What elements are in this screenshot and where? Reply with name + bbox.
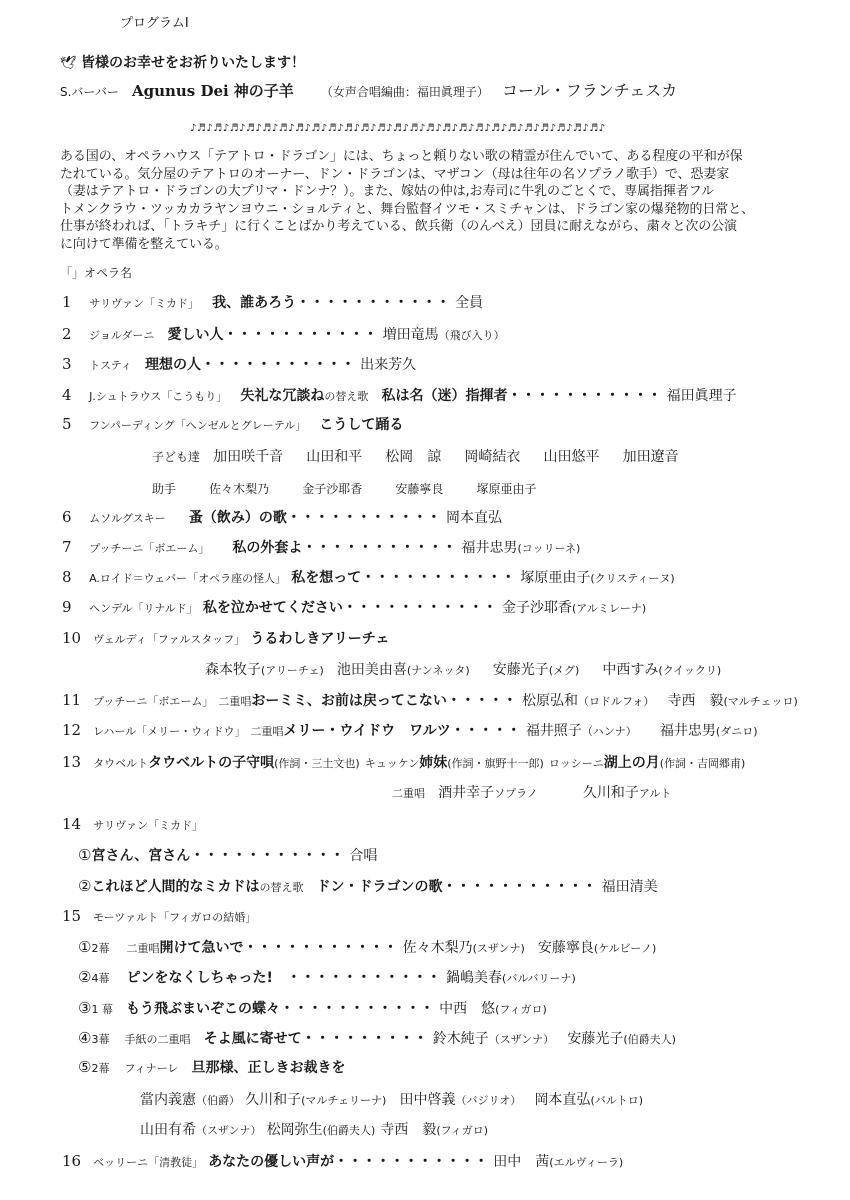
program-item-9: 9 ヘンデル「リナルド」 私を泣かせてください・・・・・・・・・・・ 金子沙耶香(アルミレーナ) (62, 598, 647, 616)
dove-icon: 🕊 (60, 56, 77, 71)
program-item-15-1: ①2幕 二重唱開けて急いで・・・・・・・・・・・ 佐々木梨乃(スザンナ) 安藤寧良(ケルビーノ) (78, 938, 657, 956)
program-item-5-helpers: 助手 佐々木梨乃 金子沙耶香 安藤寧良 塚原亜由子 (152, 482, 537, 496)
program-item-15-4: ④3幕 手紙の二重唱 そよ風に寄せて・・・・・・・・・ 鈴木純子（スザンナ） 安藤光子(伯爵夫人) (78, 1029, 676, 1047)
composer: S.バーバー (60, 85, 119, 99)
title-latin: Agunus Dei (131, 82, 229, 100)
program-item-13-cast: 二重唱 酒井幸子ソプラノ 久川和子アルト (392, 785, 672, 801)
arranger: （女声合唱編曲：福田眞理子） (320, 85, 489, 99)
program-item-15: 15 モーツァルト「フィガロの結婚」 (62, 907, 257, 925)
synopsis-line: 仕事が終われば、「トラキチ」に行くことばかり考えている、飲兵衛（のんべえ）団員に耐えながら、粛々と次の公演 (60, 219, 737, 235)
program-item-6: 6 ムソルグスキー 蚤（飲み）の歌・・・・・・・・・・・ 岡本直弘 (62, 508, 502, 526)
program-item-3: 3 トスティ 理想の人・・・・・・・・・・・ 出来芳久 (62, 355, 417, 373)
synopsis-line: たれている。気分屋のテアトロのオーナー、ドン・ドラゴンは、マザコン（母は往年の名ソプラノ歌手）で、恐妻家 (60, 166, 730, 182)
program-item-5: 5 フンパーディング「ヘンゼルとグレーテル」 こうして踊る (62, 415, 404, 433)
synopsis-line: に向けて準備を整えている。 (60, 236, 228, 252)
program-item-1: 1 サリヴァン「ミカド」 我、誰あろう・・・・・・・・・・・ 全員 (62, 293, 484, 311)
title-jp: 神の子羊 (233, 82, 294, 100)
synopsis-line: ある国の、オペラハウス「テアトロ・ドラゴン」には、ちょっと頼りない歌の精霊が住んでいて、ある程度の平和が保 (60, 149, 743, 164)
greeting-text: 皆様のお幸せをお祈りいたします！ (80, 55, 305, 71)
legend: 「」オペラ名 (60, 266, 133, 280)
opening-piece (60, 78, 677, 101)
program-label: プログラムⅠ (120, 16, 189, 31)
synopsis (60, 148, 834, 254)
program-item-8: 8 A.ロイド＝ウェバー「オペラ座の怪人」 私を想って・・・・・・・・・・・ 塚原亜由子(クリスティーヌ) (62, 568, 675, 586)
program-item-5-children: 子ども達 加田咲千音 山田和平 松岡 諒 岡崎結衣 山田悠平 加田遼音 (152, 449, 679, 465)
program-item-15-3: ③1 幕 もう飛ぶまいぞこの蝶々・・・・・・・・・・・ 中西 悠(フィガロ) (78, 999, 547, 1017)
program-item-11: 11 プッチーニ「ボエーム」 二重唱おーミミ、お前は戻ってこない・・・・・ 松原弘和（ロドルフォ） 寺西 毅(マルチェッロ) (62, 691, 798, 709)
program-item-15-2: ②4幕 ピンをなくしちゃった! ・・・・・・・・・・・ 鍋嶋美春(バルバリーナ) (78, 968, 576, 986)
program-item-14-2: ②これほど人間的なミカドはの替え歌 ドン・ドラゴンの歌・・・・・・・・・・・ 福田清美 (78, 877, 658, 895)
synopsis-line: トメンクラウ・ツッカカラヤンヨウニ・ショルティと、舞台監督イツモ・スミチャンは、ドラゴン家の爆発物的日常と、 (60, 201, 755, 217)
program-item-14: 14 サリヴァン「ミカド」 (62, 815, 203, 833)
program-item-15-finale-cast-1: 當内義憲（伯爵） 久川和子(マルチェリーナ) 田中啓義（バジリオ） 岡本直弘(バルトロ) (140, 1092, 644, 1108)
program-item-15-5: ⑤2幕 フィナーレ 旦那様、正しきお裁きを (78, 1058, 346, 1076)
program-item-16: 16 ベッリーニ「清教徒」 あなたの優しい声が・・・・・・・・・・・ 田中 茜(エルヴィーラ) (62, 1152, 624, 1170)
synopsis-line: （妻はテアトロ・ドラゴンの大プリマ・ドンナ？）。また、嫁姑の仲は,お寿司に牛乳のごとくで、専属指揮者フル (60, 184, 714, 200)
greeting-line (60, 52, 305, 72)
program-item-10-cast: 森本牧子(アリーチェ) 池田美由喜(ナンネッタ) 安藤光子(メグ) 中西すみ(クイックリ) (205, 662, 722, 678)
program-item-7: 7 プッチーニ「ボエーム」 私の外套よ・・・・・・・・・・・ 福井忠男(コッリーネ) (62, 538, 581, 556)
program-item-13: 13 タウベルトタウベルトの子守唄(作詞・三土文也) キュッケン姉妹(作詞・旗野十一郎) ロッシーニ湖上の月(作詞・吉岡郷甫) (62, 753, 746, 771)
music-notes-divider: ♪♬♪♬♪♬♪♬♪♬♪♬♪♬♪♬♪♬♪♬♪♬♪♬♪♬♪♬♪♬♪♬♪♬♪♬♪♬♪♬♪♬♪♬♪♬♪♬♪♬♪ (190, 123, 606, 134)
program-item-15-finale-cast-2: 山田有希（スザンナ） 松岡弥生(伯爵夫人) 寺西 毅(フィガロ) (140, 1122, 489, 1138)
program-item-4: 4 J.シュトラウス「こうもり」 失礼な冗談ねの替え歌 私は名（迷）指揮者・・・・・・・・・・・ 福田眞理子 (62, 386, 737, 404)
program-item-2: 2 ジョルダーニ 愛しい人・・・・・・・・・・・ 増田竜馬（飛び入り） (62, 325, 505, 343)
program-item-10: 10 ヴェルディ「ファルスタッフ」 うるわしきアリーチェ (62, 629, 390, 647)
program-item-12: 12 レハール「メリー・ウィドウ」 二重唱メリー・ウイドウ ワルツ・・・・・ 福井照子（ハンナ） 福井忠男(ダニロ) (62, 721, 758, 739)
program-item-14-1: ①宮さん、宮さん・・・・・・・・・・・ 合唱 (78, 846, 378, 864)
performer: コール・フランチェスカ (502, 81, 678, 100)
